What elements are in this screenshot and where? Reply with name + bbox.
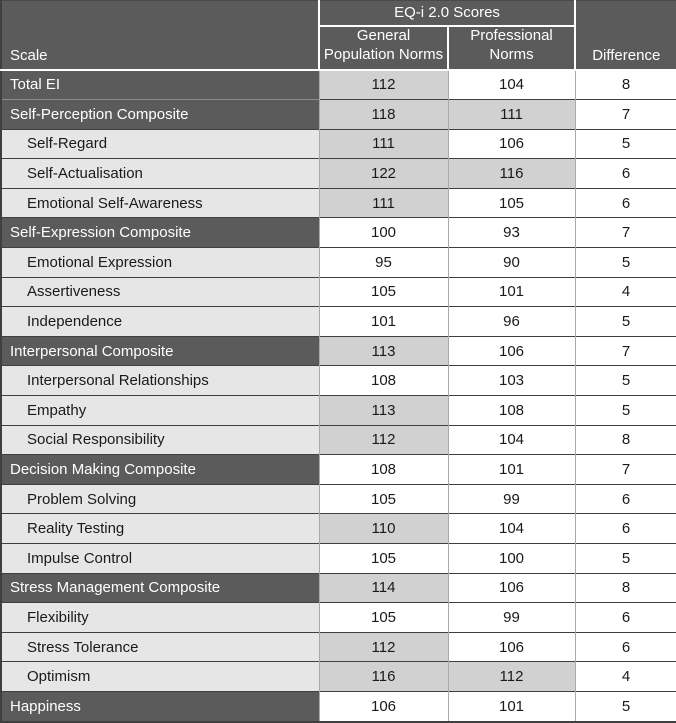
difference-cell: 4 (575, 277, 676, 307)
general-population-norms-cell: 112 (319, 632, 448, 662)
general-population-norms-cell: 122 (319, 159, 448, 189)
general-population-norms-cell: 116 (319, 662, 448, 692)
difference-cell: 6 (575, 632, 676, 662)
professional-norms-cell: 111 (448, 100, 575, 130)
scale-label-cell: Social Responsibility (1, 425, 319, 455)
scale-label-cell: Interpersonal Relationships (1, 366, 319, 396)
table-row (1, 366, 676, 396)
professional-norms-cell: 106 (448, 336, 575, 366)
difference-cell: 7 (575, 336, 676, 366)
difference-cell: 5 (575, 129, 676, 159)
professional-norms-cell: 99 (448, 603, 575, 633)
scale-label-cell: Emotional Expression (1, 248, 319, 278)
difference-cell: 7 (575, 218, 676, 248)
table-header (1, 1, 676, 70)
table-row (1, 129, 676, 159)
scale-label-cell: Decision Making Composite (1, 455, 319, 485)
scale-label-cell: Emotional Self-Awareness (1, 188, 319, 218)
table-row (1, 100, 676, 130)
difference-cell: 7 (575, 100, 676, 130)
scale-label-cell: Self-Regard (1, 129, 319, 159)
professional-norms-cell: 103 (448, 366, 575, 396)
professional-norms-cell: 100 (448, 544, 575, 574)
column-header-professional-norms: Professional Norms (448, 26, 575, 70)
general-population-norms-cell: 110 (319, 514, 448, 544)
table-row (1, 691, 676, 721)
professional-norms-cell: 104 (448, 425, 575, 455)
general-population-norms-cell: 113 (319, 396, 448, 426)
general-population-norms-cell: 105 (319, 277, 448, 307)
table-row (1, 632, 676, 662)
general-population-norms-cell: 111 (319, 129, 448, 159)
professional-norms-cell: 116 (448, 159, 575, 189)
table-row (1, 544, 676, 574)
scale-label-cell: Reality Testing (1, 514, 319, 544)
scale-label-cell: Impulse Control (1, 544, 319, 574)
table-row (1, 603, 676, 633)
table-row (1, 573, 676, 603)
professional-norms-cell: 96 (448, 307, 575, 337)
difference-cell: 6 (575, 514, 676, 544)
general-population-norms-cell: 108 (319, 455, 448, 485)
table-body (1, 70, 676, 722)
table-row (1, 514, 676, 544)
general-population-norms-cell: 106 (319, 691, 448, 721)
scale-label-cell: Stress Management Composite (1, 573, 319, 603)
general-population-norms-cell: 105 (319, 603, 448, 633)
difference-cell: 5 (575, 396, 676, 426)
difference-cell: 5 (575, 366, 676, 396)
professional-norms-cell: 112 (448, 662, 575, 692)
scale-label-cell: Flexibility (1, 603, 319, 633)
difference-cell: 6 (575, 484, 676, 514)
table-row (1, 455, 676, 485)
professional-norms-cell: 99 (448, 484, 575, 514)
professional-norms-cell: 101 (448, 277, 575, 307)
difference-cell: 5 (575, 691, 676, 721)
table-row (1, 70, 676, 100)
scale-label-cell: Empathy (1, 396, 319, 426)
table-row (1, 336, 676, 366)
scale-label-cell: Independence (1, 307, 319, 337)
general-population-norms-cell: 114 (319, 573, 448, 603)
table-row (1, 159, 676, 189)
professional-norms-cell: 105 (448, 188, 575, 218)
table-row (1, 277, 676, 307)
general-population-norms-cell: 100 (319, 218, 448, 248)
scale-label-cell: Stress Tolerance (1, 632, 319, 662)
difference-cell: 6 (575, 188, 676, 218)
table-row (1, 188, 676, 218)
professional-norms-cell: 106 (448, 573, 575, 603)
general-population-norms-cell: 95 (319, 248, 448, 278)
difference-cell: 8 (575, 70, 676, 100)
scale-label-cell: Assertiveness (1, 277, 319, 307)
column-header-scale: Scale (1, 1, 319, 70)
scale-label-cell: Interpersonal Composite (1, 336, 319, 366)
scale-label-cell: Self-Actualisation (1, 159, 319, 189)
table-row (1, 248, 676, 278)
scale-label-cell: Self-Perception Composite (1, 100, 319, 130)
professional-norms-cell: 101 (448, 691, 575, 721)
general-population-norms-cell: 101 (319, 307, 448, 337)
professional-norms-cell: 104 (448, 70, 575, 100)
general-population-norms-cell: 111 (319, 188, 448, 218)
column-header-difference: Difference (575, 1, 676, 70)
scale-label-cell: Problem Solving (1, 484, 319, 514)
professional-norms-cell: 93 (448, 218, 575, 248)
table-row (1, 484, 676, 514)
professional-norms-cell: 90 (448, 248, 575, 278)
table-row (1, 307, 676, 337)
general-population-norms-cell: 105 (319, 484, 448, 514)
difference-cell: 5 (575, 544, 676, 574)
scale-label-cell: Self-Expression Composite (1, 218, 319, 248)
professional-norms-cell: 106 (448, 129, 575, 159)
difference-cell: 8 (575, 425, 676, 455)
general-population-norms-cell: 118 (319, 100, 448, 130)
professional-norms-cell: 101 (448, 455, 575, 485)
difference-cell: 5 (575, 248, 676, 278)
scale-label-cell: Optimism (1, 662, 319, 692)
general-population-norms-cell: 108 (319, 366, 448, 396)
table-row (1, 396, 676, 426)
difference-cell: 6 (575, 159, 676, 189)
professional-norms-cell: 108 (448, 396, 575, 426)
table-row (1, 425, 676, 455)
difference-cell: 4 (575, 662, 676, 692)
general-population-norms-cell: 112 (319, 70, 448, 100)
scale-label-cell: Happiness (1, 691, 319, 721)
difference-cell: 6 (575, 603, 676, 633)
scale-label-cell: Total EI (1, 70, 319, 100)
difference-cell: 7 (575, 455, 676, 485)
table-title: EQ-i 2.0 Scores (319, 1, 575, 27)
general-population-norms-cell: 112 (319, 425, 448, 455)
general-population-norms-cell: 105 (319, 544, 448, 574)
table-row (1, 218, 676, 248)
difference-cell: 8 (575, 573, 676, 603)
table-row (1, 662, 676, 692)
column-header-general-population-norms: General Population Norms (319, 26, 448, 70)
professional-norms-cell: 104 (448, 514, 575, 544)
professional-norms-cell: 106 (448, 632, 575, 662)
difference-cell: 5 (575, 307, 676, 337)
general-population-norms-cell: 113 (319, 336, 448, 366)
